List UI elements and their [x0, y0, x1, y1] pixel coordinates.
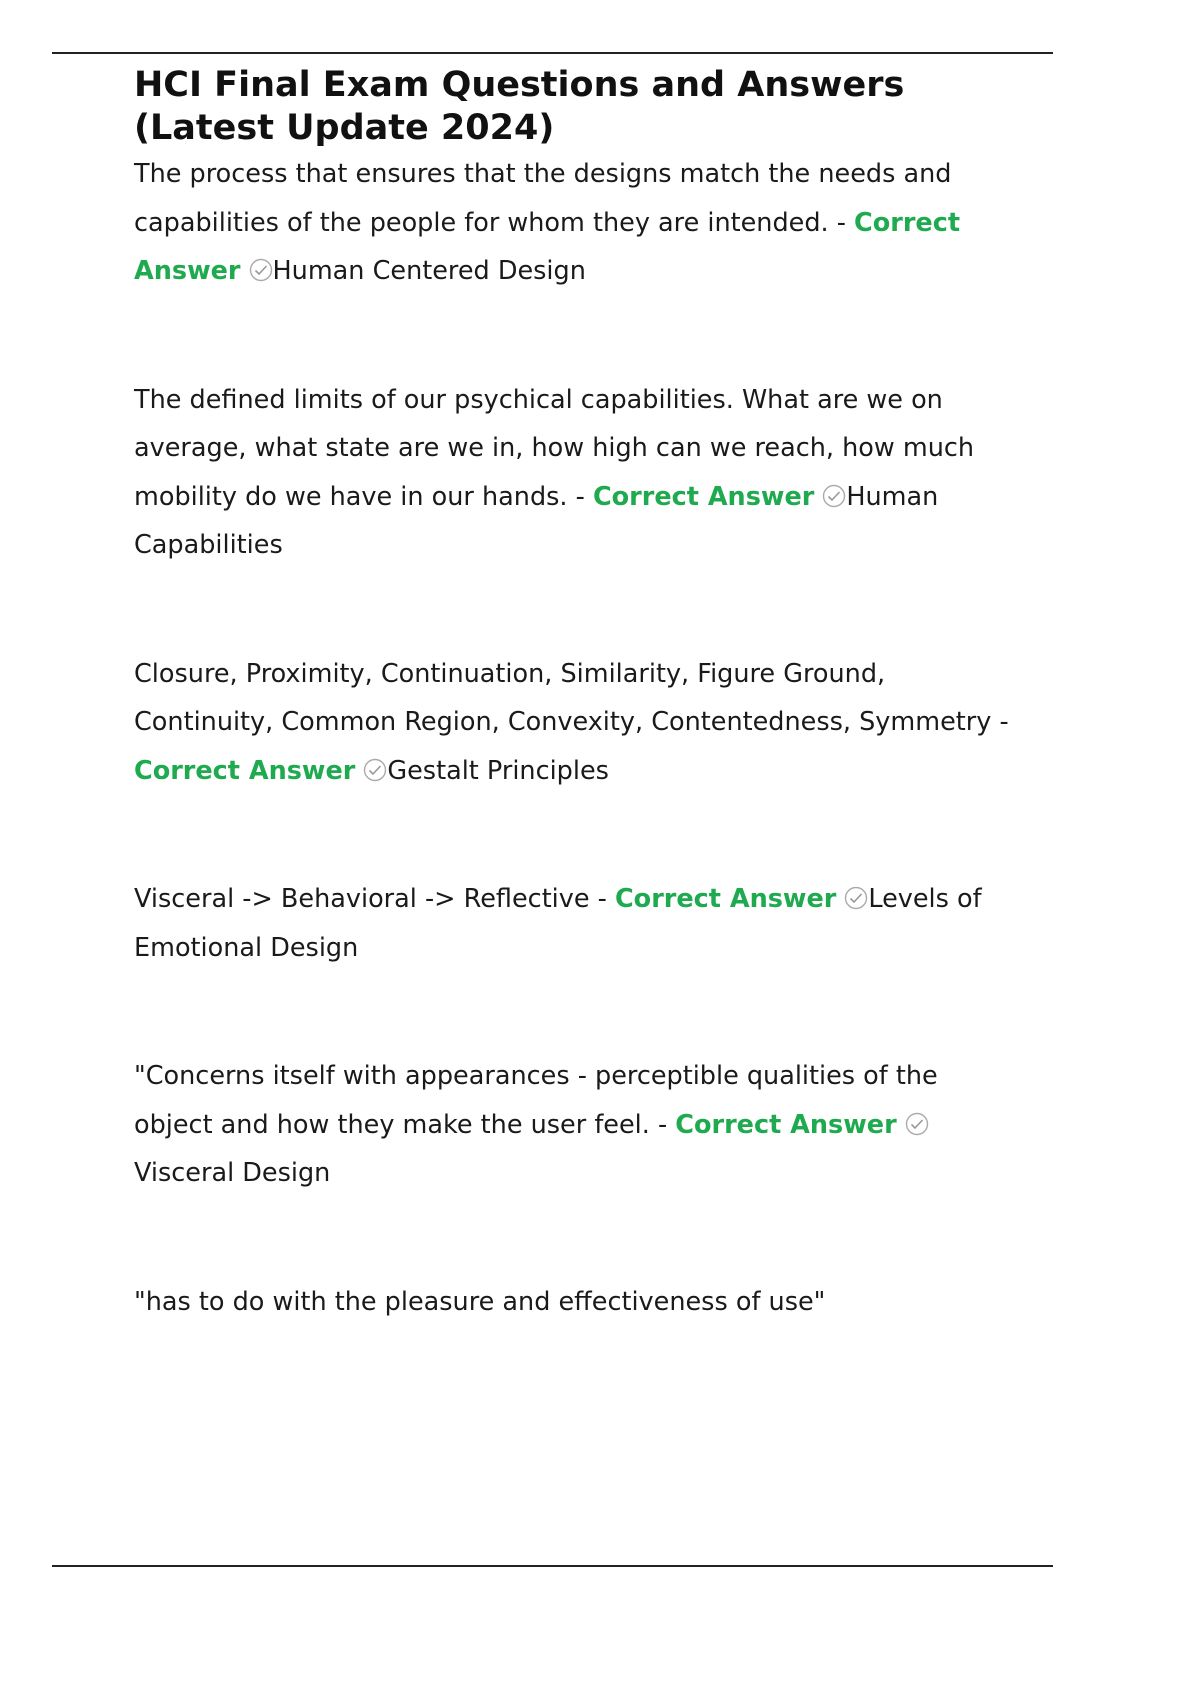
- qa-item: [134, 150, 1014, 296]
- question-text: "has to do with the pleasure and effectiveness of use": [134, 1286, 826, 1317]
- qa-item: [134, 1052, 1014, 1198]
- answer-text: Human Capabilities: [134, 481, 939, 560]
- answer-text: Visceral Design: [134, 1158, 331, 1188]
- qa-item: [134, 875, 1014, 972]
- checkmark-icon: [249, 250, 273, 274]
- question-text: Closure, Proximity, Continuation, Similarity, Figure Ground, Continuity, Common Region, Convexity, Contentedness, Symmetry -: [134, 658, 1009, 737]
- question-text: The defined limits of our psychical capabilities. What are we on average, what state are we in, how high can we reach, how much mobility do we have in our hands. -: [134, 384, 975, 512]
- answer-text: Levels of Emotional Design: [134, 884, 982, 963]
- top-rule: [52, 52, 1053, 54]
- qa-item: [134, 1278, 1014, 1327]
- document-body: [134, 64, 1014, 1326]
- qa-item: [134, 376, 1014, 570]
- qa-list: [134, 150, 1014, 1326]
- answer-text: Human Centered Design: [272, 256, 586, 286]
- checkmark-icon: [905, 1104, 929, 1128]
- checkmark-icon: [822, 476, 846, 500]
- bottom-rule: [52, 1565, 1053, 1567]
- answer-text: Gestalt Principles: [387, 755, 609, 786]
- correct-answer-label: Correct Answer: [134, 207, 961, 286]
- document-title: HCI Final Exam Questions and Answers (Latest Update 2024): [134, 65, 905, 148]
- checkmark-icon: [844, 878, 868, 902]
- question-text: The process that ensures that the designs match the needs and capabilities of the people for whom they are intended. -: [134, 159, 952, 238]
- checkmark-icon: [363, 750, 387, 774]
- correct-answer-label: Correct Answer: [675, 1109, 897, 1140]
- correct-answer-label: Correct Answer: [592, 481, 815, 512]
- question-text: Visceral -> Behavioral -> Reflective -: [134, 884, 615, 914]
- correct-answer-label: Correct Answer: [134, 755, 356, 786]
- correct-answer-label: Correct Answer: [614, 884, 837, 914]
- question-text: "Concerns itself with appearances - perceptible qualities of the object and how they make the user feel. -: [134, 1061, 938, 1140]
- qa-item: [134, 650, 1014, 796]
